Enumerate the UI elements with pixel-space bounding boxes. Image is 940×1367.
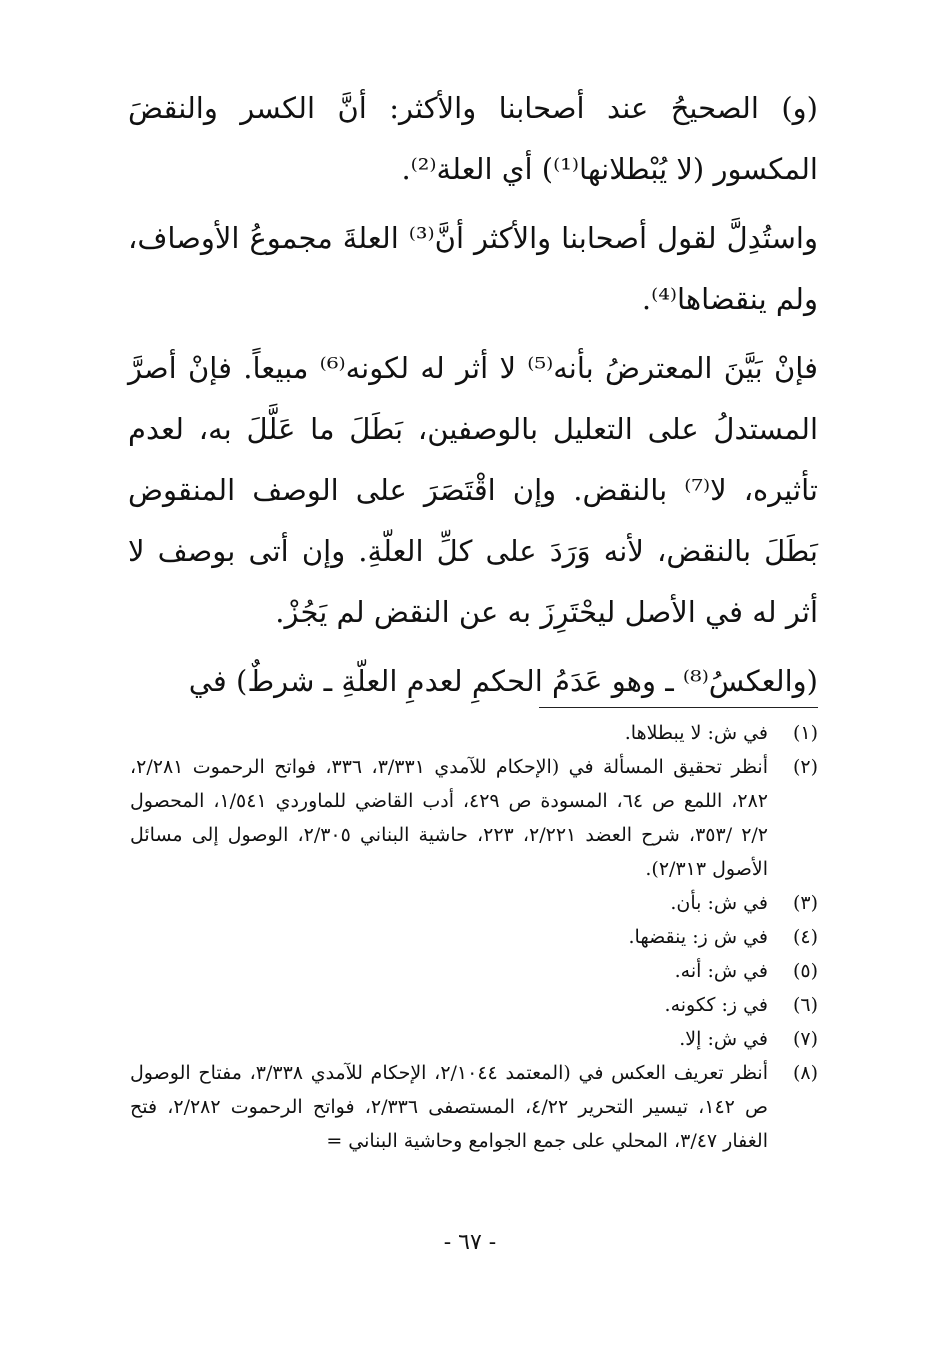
footnote-number: (٣) xyxy=(792,892,818,914)
footnote-3 xyxy=(130,886,818,920)
main-text xyxy=(128,78,818,720)
paragraph-2: واستُدِلَّ لقول أصحابنا والأكثر أنَّ⁽³⁾ العلةَ مجموعُ الأوصاف، ولم ينقضاها⁽⁴⁾. xyxy=(128,221,818,316)
paragraph-1: (و) الصحيحُ عند أصحابنا والأكثر: أنَّ الكسر والنقضَ المكسور (لا يُبْطلانها⁽¹⁾) أي العلة⁽²⁾. xyxy=(128,91,818,186)
footnote-6 xyxy=(130,988,818,1022)
footnote-5 xyxy=(130,954,818,988)
footnote-number: (٥) xyxy=(792,960,818,982)
footnote-number: (٤) xyxy=(792,926,818,948)
footnotes xyxy=(130,716,818,1158)
footnote-text: في ش: بأن. xyxy=(670,892,768,914)
paragraph-4: (والعكسُ⁽⁸⁾ ـ وهو عَدَمُ الحكمِ لعدمِ العلّةِ ـ شرطٌ) في xyxy=(188,664,818,698)
footnote-text: في ش: أنه. xyxy=(674,960,768,982)
paragraph-3: فإنْ بَيَّنَ المعترضُ بأنه⁽⁵⁾ لا أثر له لكونه⁽⁶⁾ مبيعاً. فإنْ أصرَّ المستدلُ على التعليل بالوصفين، بَطَلَ ما عَلَّلَ به، لعدم تأثيره، لا⁽⁷⁾ بالنقض. وإن اقْتَصَرَ على الوصف المنقوض بَطَلَ بالنقض، لأنه وَرَدَ على كلِّ العلّةِ. وإن أتى بوصف لا أثر له في الأصل ليحْتَرِزَ به عن النقض لم يَجُزْ. xyxy=(128,351,818,629)
footnote-number: (٧) xyxy=(792,1028,818,1050)
page-number: - ٦٧ - xyxy=(443,1230,497,1255)
footnote-text: في ز: ككونه. xyxy=(664,994,768,1016)
footnote-text: أنظر تعريف العكس في (المعتمد ٢/١٠٤٤، الإحكام للآمدي ٣/٣٣٨، مفتاح الوصول ص ١٤٢، تيسير التحرير ٤/٢٢، المستصفى ٢/٣٣٦، فواتح الرحموت ٢/٢٨٢، فتح الغفار ٣/٤٧، المحلي على جمع الجوامع وحاشية البناني = xyxy=(130,1062,768,1152)
footnote-text: أنظر تحقيق المسألة في (الإحكام للآمدي ٣/٣٣١، ٣٣٦، فواتح الرحموت ٢/٢٨١، ٢٨٢، اللمع ص ٦٤، المسودة ص ٤٢٩، أدب القاضي للماوردي ١/٥٤١، المحصول ٢/٢ /٣٥٣، شرح العضد ٢/٢٢١، ٢٢٣، حاشية البناني ٢/٣٠٥، الوصول إلى مسائل الأصول ٢/٣١٣). xyxy=(130,756,769,880)
footnote-8 xyxy=(130,1056,818,1158)
footnote-4 xyxy=(130,920,818,954)
footnote-text: في ش: لا يبطلاها. xyxy=(624,722,768,744)
footnote-1 xyxy=(130,716,818,750)
footnote-text: في ش ز: ينقضها. xyxy=(628,926,768,948)
footnote-number: (٨) xyxy=(792,1062,818,1084)
footnote-number: (١) xyxy=(792,722,818,744)
footnote-separator xyxy=(539,707,818,708)
footnote-2 xyxy=(130,750,818,886)
footnote-text: في ش: إلا. xyxy=(679,1028,768,1050)
footnote-number: (٦) xyxy=(792,994,818,1016)
footnote-number: (٢) xyxy=(792,756,818,778)
footnote-7 xyxy=(130,1022,818,1056)
